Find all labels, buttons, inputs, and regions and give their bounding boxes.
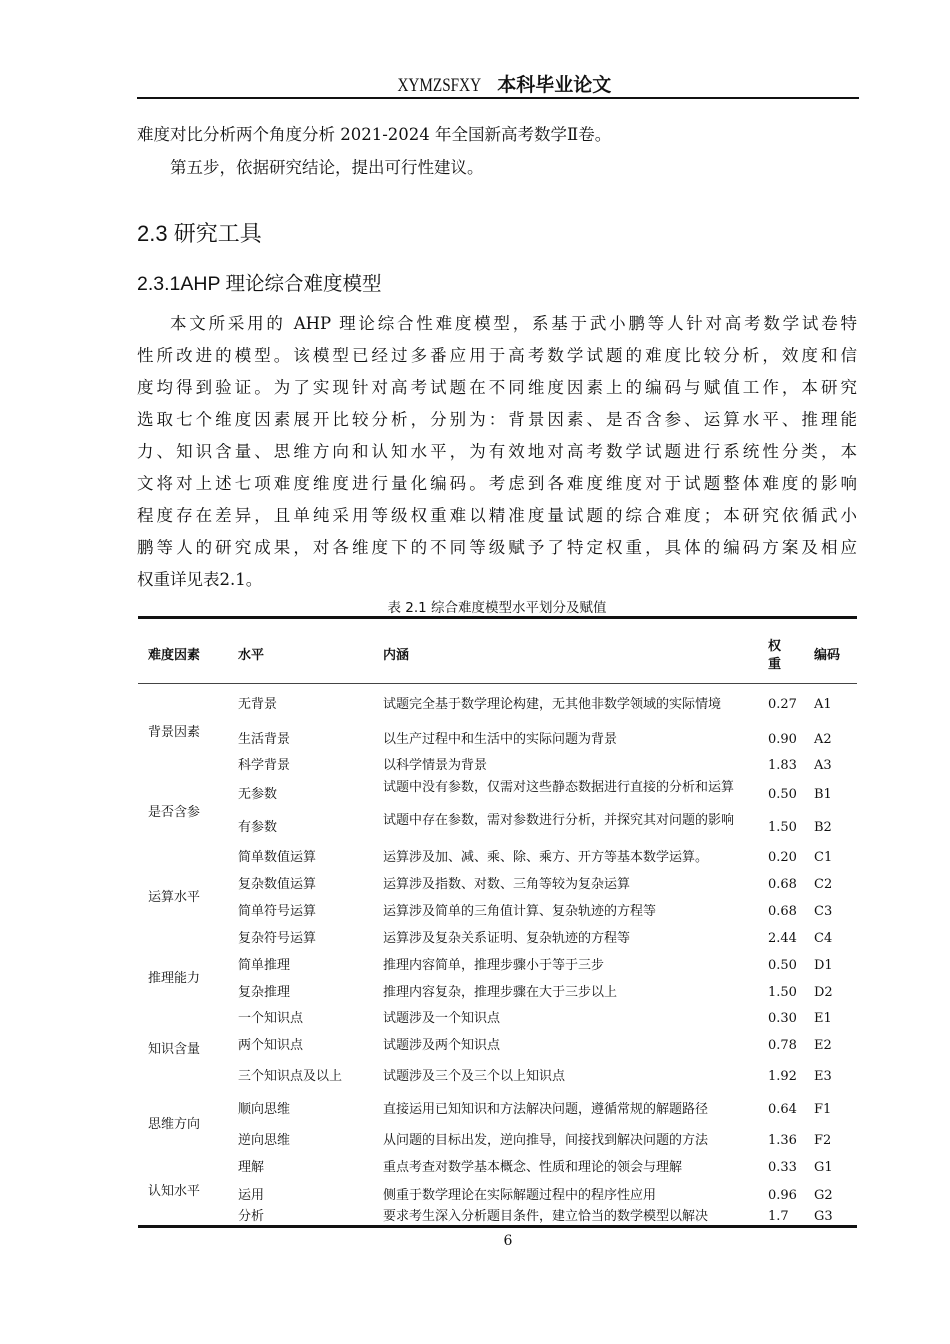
weight-cell: 0.68: [768, 877, 797, 892]
code-cell: F2: [814, 1133, 832, 1148]
level-cell: 复杂推理: [238, 985, 291, 1000]
content-cell: 试题完全基于数学理论构建，无其他非数学领域的实际情境: [383, 697, 722, 712]
code-cell: E1: [814, 1011, 832, 1026]
paragraph-line: 性所改进的模型。该模型已经过多番应用于高考数学试题的难度比较分析，效度和信: [137, 346, 857, 365]
level-cell: 复杂符号运算: [238, 931, 317, 946]
content-cell: 重点考查对数学基本概念、性质和理论的领会与理解: [383, 1160, 683, 1175]
table-bottom-rule: [138, 1225, 857, 1228]
content-cell: 运算涉及简单的三角值计算、复杂轨迹的方程等: [383, 904, 657, 919]
factor-cell: 思维方向: [148, 1117, 201, 1132]
page-number: 6: [503, 1233, 513, 1249]
code-cell: B1: [814, 787, 832, 802]
content-cell: 推理内容复杂，推理步骤在大于三步以上: [383, 985, 618, 1000]
factor-cell: 知识含量: [148, 1042, 201, 1057]
paragraph-line: 本文所采用的 AHP 理论综合性难度模型，系基于武小鹏等人针对高考数学试卷特: [170, 314, 857, 333]
header-title: 本科毕业论文: [497, 74, 612, 96]
content-cell: 侧重于数学理论在实际解题过程中的程序性应用: [383, 1188, 657, 1203]
level-cell: 无背景: [238, 697, 278, 712]
content-cell: 运算涉及复杂关系证明、复杂轨迹的方程等: [383, 931, 631, 946]
weight-cell: 0.78: [768, 1038, 797, 1053]
level-cell: 无参数: [238, 787, 278, 802]
code-cell: A1: [814, 697, 832, 712]
level-cell: 三个知识点及以上: [238, 1069, 343, 1084]
weight-cell: 0.27: [768, 697, 797, 712]
factor-cell: 推理能力: [148, 971, 201, 986]
header-weight-2: 重: [768, 657, 782, 672]
header-level: 水平: [238, 648, 265, 663]
level-cell: 一个知识点: [238, 1011, 304, 1026]
content-cell: 从问题的目标出发，逆向推导，间接找到解决问题的方法: [383, 1133, 709, 1148]
factor-cell: 背景因素: [148, 725, 201, 740]
paragraph-line: 鹏等人的研究成果，对各维度下的不同等级赋予了特定权重，具体的编码方案及相应: [137, 538, 857, 557]
code-cell: C4: [814, 931, 833, 946]
code-cell: C3: [814, 904, 833, 919]
code-cell: C2: [814, 877, 833, 892]
code-cell: A2: [814, 732, 832, 747]
header-latin: XYMZSFXY: [397, 75, 481, 96]
content-cell: 试题中存在参数，需对参数进行分析，并探究其对问题的影响: [383, 813, 735, 828]
header-content: 内涵: [383, 648, 410, 663]
subsection-heading: 2.3.1AHP 理论综合难度模型: [137, 273, 382, 295]
section-heading: 2.3 研究工具: [137, 221, 262, 246]
code-cell: G1: [814, 1160, 833, 1175]
level-cell: 逆向思维: [238, 1133, 291, 1148]
level-cell: 分析: [238, 1209, 265, 1224]
content-cell: 推理内容简单，推理步骤小于等于三步: [383, 958, 605, 973]
content-cell: 运算涉及加、减、乘、除、乘方、开方等基本数学运算。: [383, 850, 709, 865]
weight-cell: 0.64: [768, 1102, 797, 1117]
factor-cell: 运算水平: [148, 890, 201, 905]
code-cell: A3: [814, 758, 832, 773]
code-cell: C1: [814, 850, 833, 865]
level-cell: 有参数: [238, 820, 278, 835]
weight-cell: 0.33: [768, 1160, 797, 1175]
header-factor: 难度因素: [148, 648, 201, 663]
content-cell: 以生产过程中和生活中的实际问题为背景: [383, 732, 618, 747]
level-cell: 复杂数值运算: [238, 877, 317, 892]
weight-cell: 0.50: [768, 958, 797, 973]
header-weight-1: 权: [768, 639, 782, 654]
content-cell: 试题涉及一个知识点: [383, 1011, 501, 1026]
intro-line: 难度对比分析两个角度分析 2021-2024 年全国新高考数学Ⅱ卷。: [137, 125, 612, 144]
paragraph-line: 文将对上述七项难度维度进行量化编码。考虑到各难度维度对于试题整体难度的影响: [137, 474, 857, 493]
weight-cell: 1.83: [768, 758, 797, 773]
factor-cell: 是否含参: [148, 805, 201, 820]
paragraph-line: 力、知识含量、思维方向和认知水平，为有效地对高考数学试题进行系统性分类，本: [137, 442, 857, 461]
level-cell: 简单符号运算: [238, 904, 317, 919]
content-cell: 以科学情景为背景: [383, 758, 488, 773]
level-cell: 运用: [238, 1188, 265, 1203]
level-cell: 两个知识点: [238, 1038, 304, 1053]
table-header-rule: [138, 683, 857, 684]
level-cell: 理解: [238, 1160, 265, 1175]
content-cell: 要求考生深入分析题目条件，建立恰当的数学模型以解决: [383, 1209, 709, 1224]
level-cell: 生活背景: [238, 732, 291, 747]
code-cell: E3: [814, 1069, 832, 1084]
level-cell: 简单数值运算: [238, 850, 317, 865]
code-cell: D1: [814, 958, 833, 973]
paragraph-line: 度均得到验证。为了实现针对高考试题在不同维度因素上的编码与赋值工作，本研究: [137, 378, 857, 397]
header-rule: [137, 97, 859, 99]
content-cell: 直接运用已知知识和方法解决问题，遵循常规的解题路径: [383, 1102, 709, 1117]
weight-cell: 1.50: [768, 985, 797, 1000]
code-cell: B2: [814, 820, 832, 835]
weight-cell: 0.96: [768, 1188, 797, 1203]
level-cell: 简单推理: [238, 958, 291, 973]
weight-cell: 0.90: [768, 732, 797, 747]
code-cell: E2: [814, 1038, 832, 1053]
page-header: [0, 70, 950, 97]
content-cell: 运算涉及指数、对数、三角等较为复杂运算: [383, 877, 631, 892]
table-top-rule: [138, 616, 857, 619]
weight-cell: 0.68: [768, 904, 797, 919]
weight-cell: 2.44: [768, 931, 797, 946]
weight-cell: 0.50: [768, 787, 797, 802]
factor-cell: 认知水平: [148, 1184, 201, 1199]
weight-cell: 0.20: [768, 850, 797, 865]
header-code: 编码: [814, 648, 841, 663]
content-cell: 试题涉及两个知识点: [383, 1038, 501, 1053]
paragraph-line: 权重详见表2.1。: [137, 570, 263, 589]
table-caption: 表 2.1 综合难度模型水平划分及赋值: [387, 600, 607, 616]
weight-cell: 1.92: [768, 1069, 797, 1084]
paragraph-line: 选取七个维度因素展开比较分析，分别为：背景因素、是否含参、运算水平、推理能: [137, 410, 857, 429]
code-cell: G2: [814, 1188, 833, 1203]
level-cell: 顺向思维: [238, 1102, 291, 1117]
code-cell: D2: [814, 985, 833, 1000]
intro-line: 第五步，依据研究结论，提出可行性建议。: [170, 158, 484, 177]
weight-cell: 1.50: [768, 820, 797, 835]
weight-cell: 0.30: [768, 1011, 797, 1026]
content-cell: 试题涉及三个及三个以上知识点: [383, 1069, 566, 1084]
level-cell: 科学背景: [238, 758, 291, 773]
content-cell: 试题中没有参数，仅需对这些静态数据进行直接的分析和运算: [383, 780, 735, 795]
paragraph-line: 程度存在差异，且单纯采用等级权重难以精准度量试题的综合难度；本研究依循武小: [137, 506, 857, 525]
code-cell: F1: [814, 1102, 832, 1117]
weight-cell: 1.36: [768, 1133, 797, 1148]
code-cell: G3: [814, 1209, 833, 1224]
weight-cell: 1.7: [768, 1209, 789, 1224]
